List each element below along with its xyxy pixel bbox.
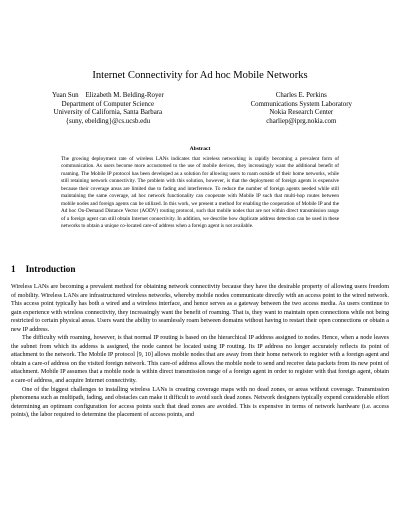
author-email: {suny, ebelding}@cs.ucsb.edu xyxy=(65,117,151,125)
abstract-heading: Abstract xyxy=(189,146,211,152)
author-email: charliep@iprg.nokia.com xyxy=(266,117,337,125)
paper-title: Internet Connectivity for Ad hoc Mobile Networks xyxy=(92,70,308,81)
paragraph: Wireless LANs are becoming a prevalent method for obtaining network connectivity because they have the desirable property of allowing users freedom of mobility. Wireless LANs are infrastructured wireless networks, whereby mobile nodes communicate directly with an access point to the wired network. This access point typically has both a wired and a wireless interface, and hence serves as a gateway between the two access media. As users continue to gain experience with wireless connectivity, they increasingly want the benefit of roaming. That is, they want to maintain open connections while not being restricted to certain physical areas. Users want the ability to seamlessly roam between domains without having to restart their open connections or obtain a new IP address. xyxy=(11,284,389,333)
section-title: Introduction xyxy=(25,264,76,274)
author-group-nokia xyxy=(251,92,352,126)
author-department: Department of Computer Science xyxy=(61,100,155,108)
author-names: Yuan Sun Elizabeth M. Belding-Royer xyxy=(52,92,164,99)
section-number: 1 xyxy=(11,264,16,274)
paragraph: The difficulty with roaming, however, is that normal IP routing is based on the hierarchical IP address assigned to nodes. Hence, when a node leaves the subnet from which its address is assigned, the node cannot be located using IP routing. Its IP address no longer accurately reflects its point of attachment to the network. The Mobile IP protocol [9, 10] allows mobile nodes that are away from their home network to register with a foreign agent and obtain a care-of address on the visited foreign network. This care-of address allows the mobile node to send and receive data packets from its new point of attachment. Mobile IP assumes that a mobile node is within direct transmission range of a foreign agent in order to register with that foreign agent, obtain a care-of address, and acquire Internet connectivity. xyxy=(11,335,389,385)
author-institution: University of California, Santa Barbara xyxy=(53,109,163,117)
paragraph: One of the biggest challenges to installing wireless LANs is creating coverage maps with no dead zones, or areas without coverage. Transmission phenomena such as multipath, fading, and obstacles can make it difficult to avoid such dead zones. Network designers typically expend considerable effort determining an optimum configuration for access points such that dead zones are avoided. This is expensive in terms of network hardware (i.e. access points), the labor required to determine the placement of access points, and xyxy=(11,386,389,419)
author-group-ucsb xyxy=(52,92,164,126)
section-heading xyxy=(11,264,75,274)
author-institution: Nokia Research Center xyxy=(269,109,334,117)
author-names: Charles E. Perkins xyxy=(275,92,327,99)
author-department: Communications System Laboratory xyxy=(250,100,352,108)
section-body xyxy=(11,283,389,420)
author-block xyxy=(52,92,352,126)
abstract-text: The growing deployment rate of wireless LANs indicates that wireless networking is rapidly becoming a prevalent form of communication. As users become more accustomed to the use of mobile devices, they increasingly want the additional benefit of roaming. The Mobile IP protocol has been developed as a solution for allowing users to roam outside of their home networks, while still retaining network connectivity. The problem with this solution, however, is that the deployment of foreign agents is expensive because their coverage areas are limited due to fading and interference. To reduce the number of foreign agents needed while still maintaining the same coverage, ad hoc network functionality can cooperate with Mobile IP such that multi-hop routes between mobile nodes and foreign agents can be utilized. In this work, we present a method for enabling the cooperation of Mobile IP and the Ad hoc On-Demand Distance Vector (AODV) routing protocol, such that mobile nodes that are not within direct transmission range of a foreign agent can still obtain Internet connectivity. In addition, we describe how duplicate address detection can be used in these networks to obtain a unique co-located care-of address when a foreign agent is not available. xyxy=(61,156,339,230)
